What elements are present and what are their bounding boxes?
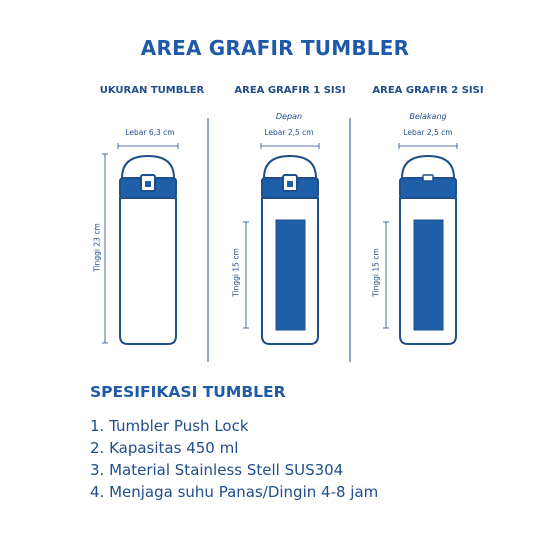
side-label-front: Depan [275,112,303,121]
width-label-tumbler: Lebar 6,3 cm [125,128,175,137]
page-title: AREA GRAFIR TUMBLER [140,36,410,60]
column-heading-two-side: AREA GRAFIR 2 SISI [372,85,484,96]
tumbler-back-drawing [383,143,457,344]
column-heading-size: UKURAN TUMBLER [99,85,205,96]
engrave-area-front [276,220,305,330]
spec-item: 1. Tumbler Push Lock [90,417,249,435]
spec-item: 2. Kapasitas 450 ml [90,439,239,457]
width-label-area-front: Lebar 2,5 cm [264,128,314,137]
spec-list [90,415,378,503]
spec-item: 3. Material Stainless Stell SUS304 [90,461,344,479]
height-label-area-back: Tinggi 15 cm [371,248,381,297]
column-heading-one-side: AREA GRAFIR 1 SISI [234,85,346,96]
spec-item: 4. Menjaga suhu Panas/Dingin 4-8 jam [90,483,379,501]
width-label-area-back: Lebar 2,5 cm [403,128,453,137]
engrave-area-back [414,220,443,330]
spec-title: SPESIFIKASI TUMBLER [90,383,286,401]
height-label-area-front: Tinggi 15 cm [231,248,241,297]
tumbler-front-drawing [243,143,319,344]
tumbler-size-drawing [102,143,178,344]
height-label-tumbler: Tinggi 23 cm [92,223,102,272]
side-label-back: Belakang [409,112,447,121]
